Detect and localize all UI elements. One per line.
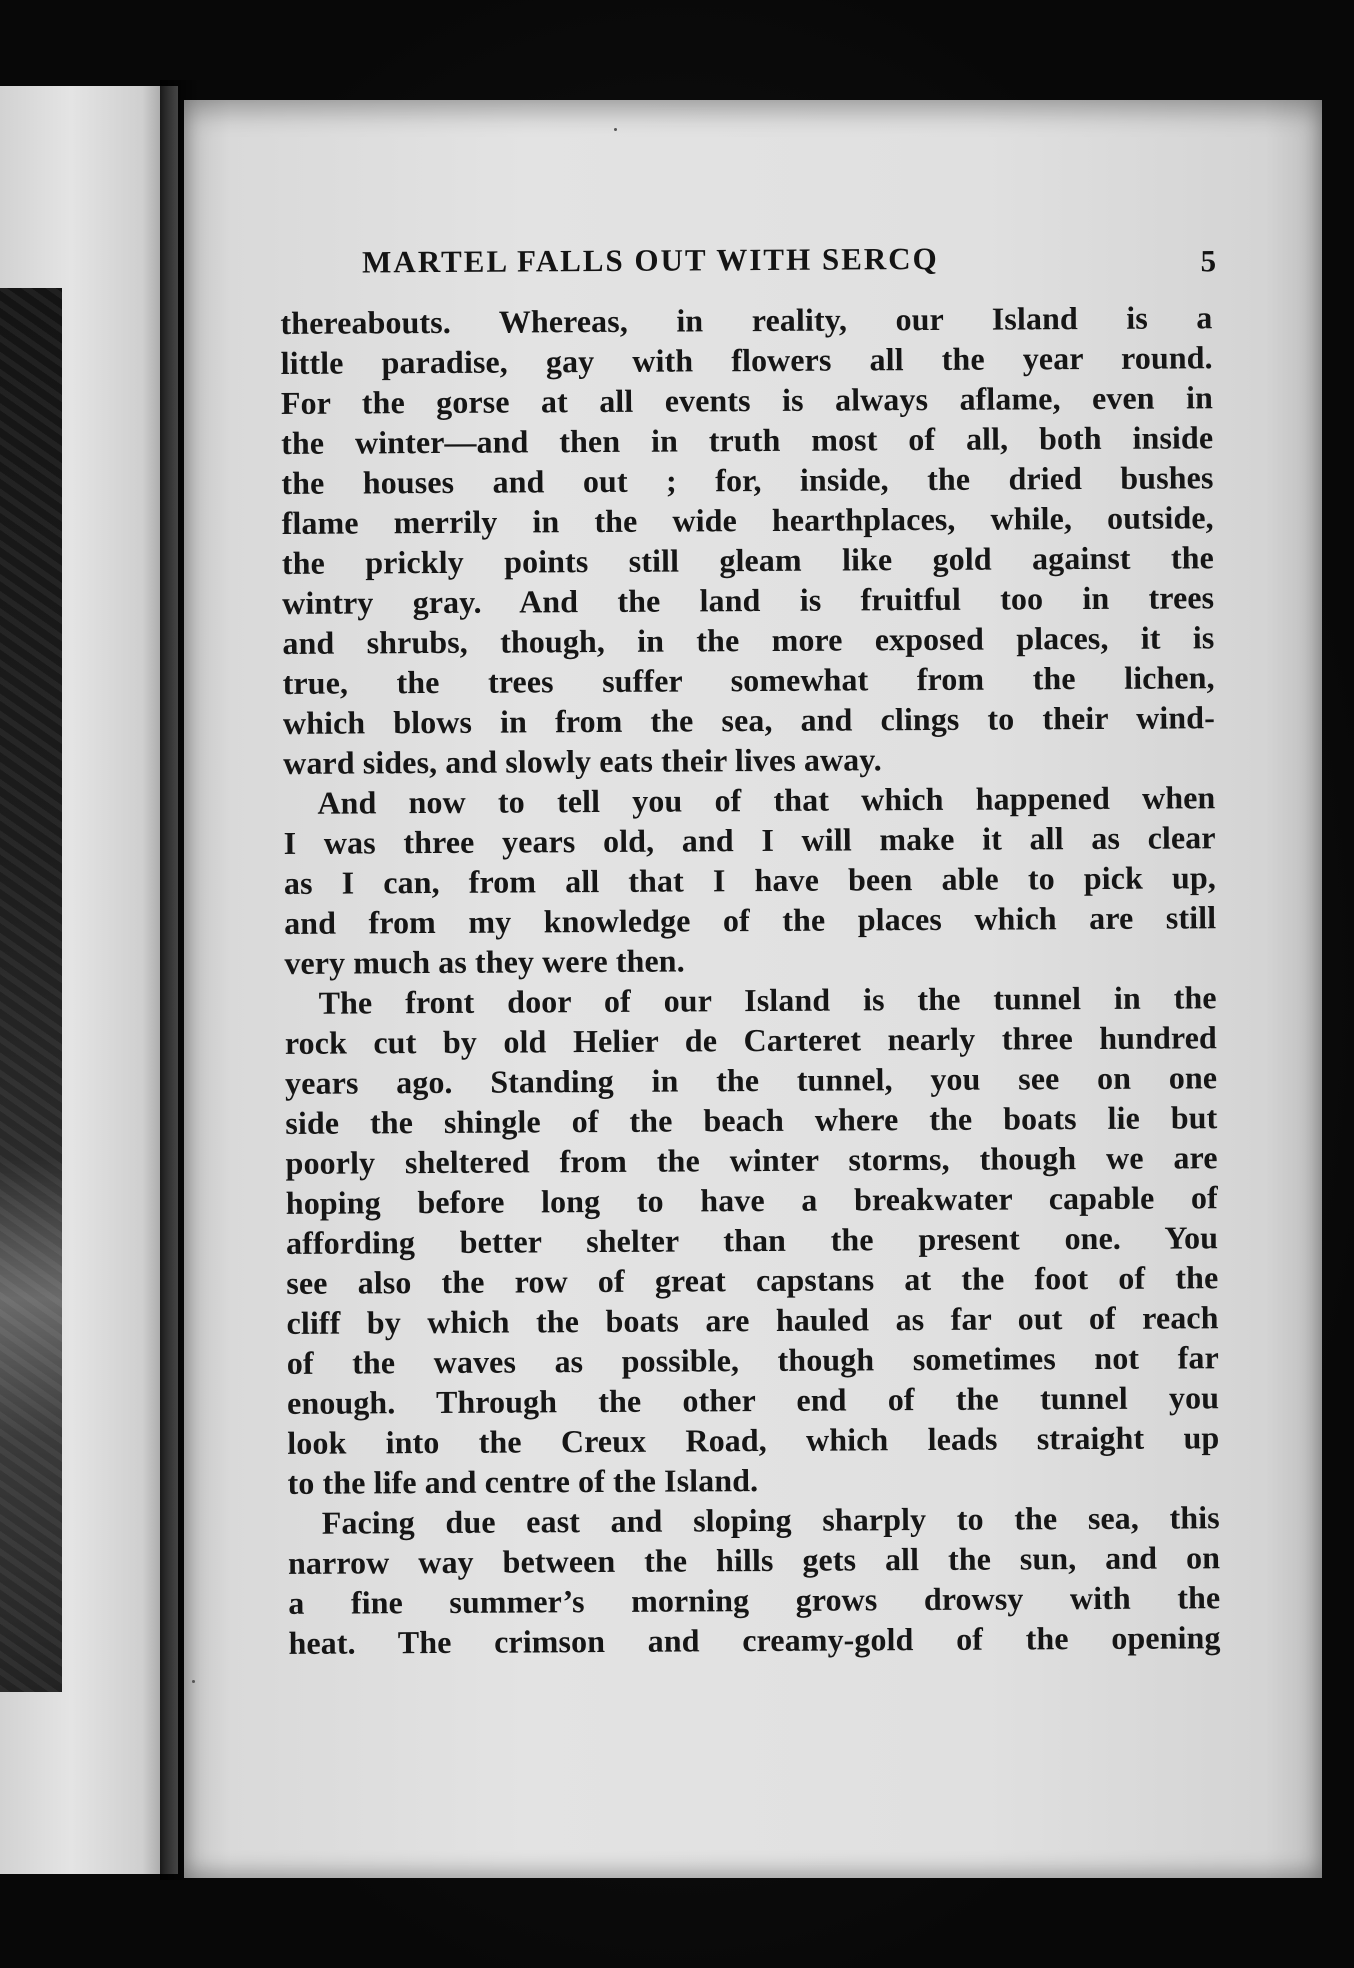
text-line: enough. Through the other end of the tunnel you — [286, 1379, 1220, 1421]
text-line: years ago. Standing in the tunnel, you see on one — [285, 1059, 1218, 1101]
text-line: a fine summer’s morning grows drowsy with the — [288, 1579, 1221, 1621]
text-line: see also the row of great capstans at the foot of the — [286, 1259, 1219, 1301]
body-text — [280, 297, 1220, 1663]
text-line: the winter—and then in truth most of all, both inside — [281, 419, 1214, 461]
text-line: affording better shelter than the present one. You — [285, 1219, 1219, 1261]
running-head — [361, 239, 1217, 296]
text-line: the houses and out ; for, inside, the dried bushes — [281, 459, 1214, 501]
text-line: side the shingle of the beach where the boats lie but — [285, 1099, 1218, 1141]
facing-page-photo-plate — [0, 288, 62, 1692]
text-line: rock cut by old Helier de Carteret nearly three hundred — [284, 1019, 1217, 1061]
text-line: true, the trees suffer somewhat from the lichen, — [282, 659, 1215, 701]
page-content — [272, 239, 1221, 1663]
text-line: wintry gray. And the land is fruitful too in trees — [282, 579, 1215, 621]
text-line: narrow way between the hills gets all the sun, and on — [287, 1539, 1221, 1581]
text-line: hoping before long to have a breakwater capable of — [285, 1179, 1218, 1221]
text-line: as I can, from all that I have been able to pick up, — [283, 859, 1216, 901]
text-line: And now to tell you of that which happened when — [317, 779, 1216, 821]
text-line: I was three years old, and I will make it all as clear — [283, 819, 1216, 861]
text-line: look into the Creux Road, which leads straight up — [287, 1419, 1220, 1461]
text-line: ward sides, and slowly eats their lives away. — [283, 741, 882, 781]
book-page — [184, 100, 1322, 1878]
text-line: heat. The crimson and creamy-gold of the opening — [288, 1619, 1221, 1661]
text-line: little paradise, gay with flowers all the year round. — [280, 339, 1213, 381]
running-title: MARTEL FALLS OUT WITH SERCQ — [361, 240, 939, 280]
text-line: Facing due east and sloping sharply to the sea, this — [321, 1499, 1220, 1541]
text-line: flame merrily in the wide hearthplaces, while, outside, — [281, 499, 1214, 541]
scan-speck — [614, 128, 617, 131]
text-line: cliff by which the boats are hauled as far out of reach — [286, 1299, 1219, 1341]
text-line: to the life and centre of the Island. — [287, 1462, 759, 1501]
text-line: The front door of our Island is the tunnel in the — [318, 979, 1217, 1021]
text-line: which blows in from the sea, and clings to their wind- — [282, 699, 1216, 741]
text-line: and shrubs, though, in the more exposed places, it is — [282, 619, 1215, 661]
text-line: the prickly points still gleam like gold against the — [281, 539, 1215, 581]
text-line: thereabouts. Whereas, in reality, our Island is a — [280, 299, 1213, 341]
text-line: poorly sheltered from the winter storms, though we are — [285, 1139, 1218, 1181]
text-line: very much as they were then. — [284, 942, 685, 981]
text-line: of the waves as possible, though sometimes not far — [286, 1339, 1219, 1381]
text-line: and from my knowledge of the places which are still — [284, 899, 1217, 941]
page-number: 5 — [1200, 243, 1217, 279]
scan-speck — [192, 1680, 195, 1683]
text-line: For the gorse at all events is always aflame, even in — [280, 379, 1214, 421]
